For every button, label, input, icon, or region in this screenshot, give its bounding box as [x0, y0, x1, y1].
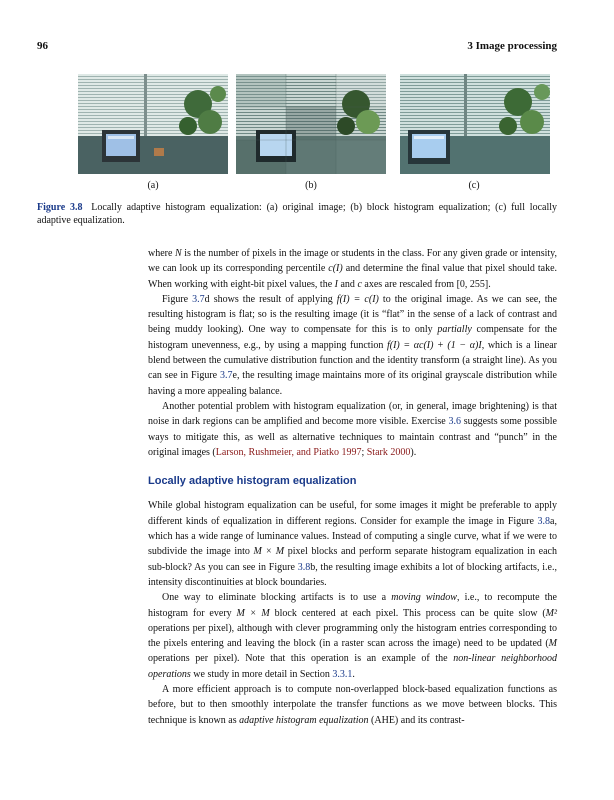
section-link[interactable]: 3.3.1	[332, 668, 353, 680]
running-head	[37, 40, 557, 54]
paragraph: A more efficient approach is to compute non-overlapped block-based equalization functions as before, but to then smoothly interpolate the transfer functions as we move between blocks. This technique is known as adaptive histogram equalization (AHE) and its contrast-	[148, 684, 557, 726]
figure-3-8	[0, 74, 614, 174]
caption-label: Figure 3.8	[37, 202, 83, 213]
figure-image-block-equalization	[236, 74, 386, 174]
body-text	[148, 246, 557, 728]
sublabel-a: (a)	[147, 180, 159, 191]
paragraph: Another potential problem with histogram equalization (or, in general, image brightening) is that noise in dark regions can be amplified and become more visible. Exercise 3.6 suggests some possible ways to mitigate this, as well as alternative techniques to maintain contrast and “punch” in the original images (Larson, Rushmeier, and Piatko 1997; Stark 2000).	[148, 400, 557, 458]
citation-link[interactable]: Stark 2000	[366, 446, 411, 458]
figure-link[interactable]: 3.7	[192, 293, 205, 305]
exercise-link[interactable]: 3.6	[448, 416, 461, 428]
figure-image-original	[78, 74, 228, 174]
sublabel-c: (c)	[468, 180, 480, 191]
figure-link[interactable]: 3.7	[220, 370, 233, 382]
paragraph: While global histogram equalization can be useful, for some images it might be preferable to apply different kinds of equalization in different regions. Consider for example the image in Figure 3.8a, which has a wide range of luminance values. Instead of computing a single curve, what if we were to subdivide the image into M × M pixel blocks and perform separate histogram equalization in each sub-block? As you can see in Figure 3.8b, the resulting image exhibits a lot of blocking artifacts, i.e., intensity discontinuities at block boundaries.	[148, 500, 557, 588]
paragraph: where N is the number of pixels in the image or students in the class. For any given grade or intensity, we can look up its corresponding percentile c(I) and determine the final value that pixel should take. When working with eight-bit pixel values, the I and c axes are rescaled from [0, 255].	[148, 248, 558, 290]
section-heading: Locally adaptive histogram equalization	[148, 475, 357, 488]
figure-link[interactable]: 3.8	[537, 515, 551, 527]
chapter-title: 3 Image processing	[467, 40, 557, 52]
figure-caption	[37, 201, 557, 227]
citation-link[interactable]: Larson, Rushmeier, and Piatko 1997	[215, 446, 362, 458]
paragraph: One way to eliminate blocking artifacts is to use a moving window, i.e., to recompute the histogram for every M × M block centered at each pixel. This process can be quite slow (M² operations per pixel), although with clever programming only the histogram entries corresponding to the pixels entering and leaving the block (in a raster scan across the image) need to be updated (M operations per pixel). Note that this operation is an example of the non-linear neighborhood operations we study in more detail in Section 3.3.1.	[148, 592, 557, 680]
page-number: 96	[37, 40, 48, 52]
sublabel-b: (b)	[305, 180, 317, 191]
figure-image-full-adaptive	[400, 74, 550, 174]
figure-link[interactable]: 3.8	[297, 561, 311, 573]
caption-text: Locally adaptive histogram equalization: (a) original image; (b) block histogram equalization; (c) full locally adaptive equalization.	[37, 202, 558, 226]
paragraph: Figure 3.7d shows the result of applying f(I) = c(I) to the original image. As we can see, the resulting histogram is flat; so is the resulting image (it is “flat” in the sense of a lack of contrast and being muddy looking). One way to compensate for this is to only partially compensate for the histogram unevenness, e.g., by using a mapping function f(I) = αc(I) + (1 − α)I, which is a linear blend between the cumulative distribution function and the identity transform (a straight line). As you can see in Figure 3.7e, the resulting image maintains more of its original grayscale distribution while having a more appealing balance.	[148, 293, 558, 397]
